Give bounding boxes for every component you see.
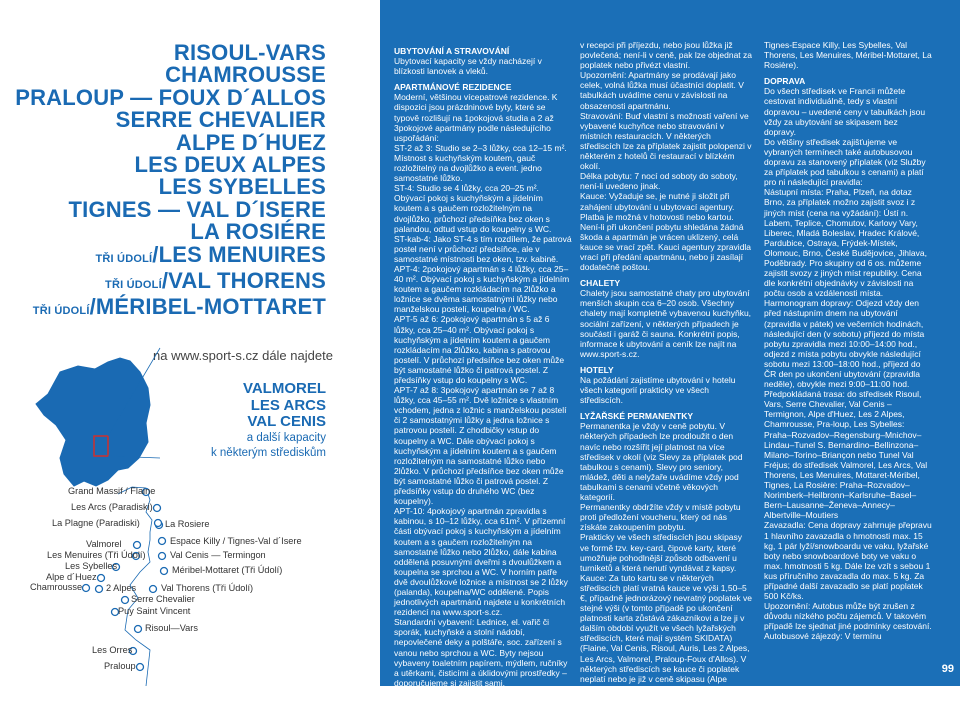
paragraph: Tignes-Espace Killy, Les Sybelles, Val Thorens, Les Menuires, Méribel-Mottaret, La Rosière). [764,40,932,71]
paragraph: Permanentka je vždy v ceně pobytu. V některých případech lze prodloužit o den navíc nebo rozšířit její platnost na více středisek v okolí (viz Slevy za příplatek pod tabulkou s cenami). Slevy pro seniory, mládež, děti a nelyžaře uvádíme vždy pod tabulkami s cenami včetně věkových kategorií. [580,421,743,503]
paragraph: Chalety jsou samostatné chaty pro ubytování menších skupin cca 6–20 osob. Všechny chalety mají kompletně vybavenou kuchyňku, sociální zařízení, v některých případech je součástí i garáž či sauna. Konkrétní popis, informace k ubytování a ceník lze najít na www.sport-s.cz. [580,288,752,359]
more-note-line: a další kapacity [246,432,326,444]
map-label: Serre Chevalier [131,594,195,604]
pin-risoul-vars [135,626,142,633]
pin-valmorel [134,542,141,549]
section-heading: CHALETY [580,278,621,289]
pin-alpe-dhuez [98,575,105,582]
more-note-line: k některým střediskům [210,446,326,459]
paragraph: APT-7 až 8: 3pokojový apartmán se 7 až 8 lůžky, cca 45–55 m². Dvě ložnice s vlastním vchodem, jedna z ložnic s manželskou postelí či 2 samostatnými lůžky a jedna ložnice s patrovou postelí. Z chodbičky vstup do koupelny a WC. Dále obývací pokoj s kuchyňským a jídelním koutem a s gaučem rozložitelným na samostatné lůžko nebo 2lůžko. V průchozí předsíňce bez oken může být samostatné lůžko či patrová postel. Z předsíňky vstup do druhého WC (bez koupelny). [394,385,567,507]
map-label: Espace Killy / Tignes-Val d´Isere [170,536,302,546]
paragraph: Ložní prádlo: Je-li v ceně, pak je buď k vyzvednutí [394,687,540,708]
more-resort-val-cenis: VAL CENIS [247,413,326,430]
section-heading: DOPRAVA [764,76,806,87]
paragraph: APT-5 až 6: 2pokojový apartmán s 5 až 6 lůžky, cca 25–40 m². Obývací pokoj s kuchyňským a jídelním koutem a gaučem rozkládacím na 2lůžko, kabina s patrovou postelí. V průchozí předsíňce bez oken může být samostatné lůžko či patrová postel. Z předsíňky vstup do koupelny s WC. [394,314,565,385]
paragraph: Autobusové zájezdy: V termínu [764,631,882,642]
resort-name: PRALOUP — FOUX D´ALLOS [15,84,326,110]
section-heading: APARTMÁNOVÉ REZIDENCE [394,82,512,93]
resort-name: RISOUL-VARS [173,40,326,65]
map-label: Chamrousse [30,582,83,592]
paragraph: Permanentky obdržíte vždy v místě pobytu proti předložení voucheru, který od nás získáte zakoupením pobytu. [580,502,741,533]
map-label: Val Cenis — Termingon [170,550,266,560]
map-label: 2 Alpes [106,583,137,593]
web-note: na www.sport-s.cz dále najdete [153,348,333,363]
paragraph: Délka pobytu: 7 nocí od soboty do soboty, není-li uvedeno jinak. [580,171,738,192]
map-label: Valmorel [86,539,122,549]
pin-praloup [137,664,144,671]
map-label: Praloup [104,661,136,671]
france-shape [36,358,150,486]
paragraph: Upozornění: Autobus může být zrušen z důvodu nízkého počtu zájemců. V takovém případě lze sjednat jiné podmínky cestování. [764,601,932,632]
paragraph: Standardní vybavení: Lednice, el. vařič či sporák, kuchyňské a stolní nádobí, nepovlečené deky a polštáře, soc. zařízení s vanou nebo sprchou a WC. Byty nejsou vybaveny toaletním papírem, mýdlem, ručníky a utěrkami, čisticími a úklidovými prostředky – doporučujeme si zajistit sami. [394,617,568,688]
paragraph: ST-kab-4: Jako ST-4 s tím rozdílem, že patrová postel není v průchozí předsíňce, ale v samostatné místnosti bez oken, tzv. kabině. [394,233,572,264]
info-column-1 [394,40,572,708]
map-label: Risoul—Vars [145,623,198,633]
pin-2-alpes [96,586,103,593]
map-label: La Plagne (Paradiski) [52,518,140,528]
resort-name: LA ROSIÉRE [190,219,326,245]
paragraph: Kauce: Vyžaduje se, je nutné ji složit při zahájení ubytování u ubytovací agentury. Platba je možná v hotovosti nebo kartou. Není-li při ukončení pobytu shledána žádná škoda a apartmán je vrácen uklizený, celá kauce se vrací zpět. Kauci agentury zpravidla vrací při předání apartmánu, nebo ji zasílají dodatečně poštou. [580,191,752,273]
page-number: 99 [941,663,954,675]
valley-prefix: TŘI ÚDOLÍ [105,279,162,292]
paragraph: Nástupní místa: Praha, Plzeň, na dotaz Brno, za příplatek možno zajistit svoz i z jiných míst (cena na vyžádání): Ústí n. Labem, Teplice, Chomutov, Karlovy Vary, Liberec, Mladá Boleslav, Hradec Králové, Pardubice, Ostrava, Frýdek-Místek, Olomouc, Brno, České Budějovice, Jihlava, Poděbrady. Pro skupiny od 6 os. můžeme zajistit svozy z jiných míst republiky. Cena dle konkrétní objednávky v závislosti na počtu osob a vzdálenosti místa. [764,187,927,299]
section-heading: UBYTOVÁNÍ A STRAVOVÁNÍ [394,46,510,56]
more-resort-les-arcs: LES ARCS [250,396,326,414]
resort-name: TIGNES — VAL D´ISERE [68,196,326,222]
paragraph: Upozornění: Apartmány se prodávají jako celek, volná lůžka musí účastníci doplatit. V tabulkách uvádíme cenu v závislosti na obsazenosti apartmánu. [580,70,744,111]
paragraph: Stravování: Buď vlastní s možností vaření ve vybavené kuchyňce nebo stravování v místních restauracích. V některých střediscích lze za příplatek zajistit polopenzi v některém z hotelů či restaurací v blízkém okolí. [580,110,752,172]
resort-name: CHAMROUSSE [165,62,326,88]
map-label: Méribel-Mottaret (Tři Údolí) [172,565,283,575]
paragraph: Do většiny středisek zajišťujeme ve vybraných termínech také autobusovou dopravu za stanovený příplatek (viz Služby za příplatek pod tabulkou s cenami) a platí pro ni následující pravidla: [764,136,926,188]
paragraph: Ubytovací kapacity se vždy nacházejí v blízkosti lanovek a vleků. [394,56,542,77]
map-label: Grand Massif / Flaine [68,486,156,496]
resort-name: /LES MENUIRES [152,241,326,267]
paragraph: Zavazadla: Cena dopravy zahrnuje přepravu 1 hlavního zavazadla o hmotnosti max. 15 kg, 1 pár lyží/snowboardu ve vaku, lyžařské boty nebo snowboardové boty ve vaku o max. hmotnosti 5 kg. Dále lze vzít s sebou 1 kus příručního zavazadla do max. 5 kg. Za případné další zavazadlo se platí poplatek 500 Kč/ks. [764,520,932,602]
resort-name: SERRE CHEVALIER [115,107,326,133]
paragraph: ST-2 až 3: Studio se 2–3 lůžky, cca 12–15 m². Místnost s kuchyňským koutem, gauč rozložitelný na dvojlůžko a event. jedno samostatné lůžko. [394,142,567,184]
paragraph: Kauce: Za tuto kartu se v některých střediscích platí vratná kauce ve výši 1,50–5 €, případně jednorázový nevratný poplatek ve stejné výši (v tomto případě po ukončení platnosti karta zůstává zákazníkovi a lze ji v dalším období využít ve všech lyžařských střediscích, které mají systém SKIDATA) (Flaine, Val Cenis, Risoul, Auris, Les 2 Alpes, Les Arcs, Valmorel, Praloup-Foux d'Allos). V některých střediscích se kauce či poplatek neplatí nebo je již v ceně skipasu (Alpe d'Huez, Chamrousse, [580,572,753,694]
paragraph: Na požádání zajistíme ubytování v hotelu všech kategorií prakticky ve všech střediscích. [580,375,736,406]
paragraph: Do všech středisek ve Francii můžete cestovat individuálně, tedy s vlastní dopravou – uvedené ceny v tabulkách jsou vždy za ubytování se skipasem bez dopravy. [764,86,926,137]
map-label: Alpe d´Huez [46,572,97,582]
paragraph: APT-4: 2pokojový apartmán s 4 lůžky, cca 25–40 m². Obývací pokoj s kuchyňským a jídelním koutem a gaučem rozkládacím na 2lůžko a ložnice se dvěma samostatnými lůžky nebo manželskou postelí, koupelna / WC. [394,263,570,315]
pin-serre-chevalier [122,597,129,604]
map-label: Les Menuires (Tři Údolí) [47,550,146,560]
resort-name: LES SYBELLES [158,174,326,200]
paragraph: Prakticky ve všech střediscích jsou skipasy ve formě tzv. key-card, čipové karty, které umožňuje pohodlnější způsob odbavení u turniketů a která nenutí vyndávat z kapsy. [580,532,743,573]
map-label: Les Sybelles [65,561,118,571]
map-label: Val Thorens (Tři Údolí) [161,583,254,593]
info-column-2 [580,40,752,694]
map-label: La Rosiere [165,519,210,529]
pin-val-thorens [150,586,157,593]
resort-name: /MÉRIBEL-MOTTARET [89,294,326,320]
map-label: Les Arcs (Paradiski) [71,502,153,512]
map-label: Les Orres [92,645,133,655]
resort-name: /VAL THORENS [161,268,326,294]
left-panel [0,0,380,686]
pin-la-rosiere [155,520,162,527]
info-panel [380,0,960,708]
pin-meribel [161,568,168,575]
resort-name: ALPE D´HUEZ [175,129,326,155]
paragraph: Předpokládaná trasa: do středisek Risoul, Vars, Serre Chevalier, Val Cenis – Termignon, Alpe d'Huez, Les 2 Alpes, Chamrousse, Pra-loup, Les Sybelles: Praha–Rozvadov–Regensburg–Mnichov–Lindau–Tunel S. Bernardino–Bellinzona–Milano–Torino–Briançon nebo Tunel Val Fréjus; do středisek Valmorel, Les Arcs, Val Thorens, Les Menuires, Mottaret-Méribel, Tignes, La Rosière: Praha–Rozvadov–Norimberk–Heilbronn–Karlsruhe–Basel–Bern–Lausanne–Ženeva–Annecy–Albertville–Moutiers [764,389,928,521]
paragraph: v recepci při příjezdu, nebo jsou lůžka již povlečená; není-li v ceně, pak lze objednat za poplatek nebo přivézt vlastní. [580,40,753,71]
pin-val-cenis [159,553,166,560]
section-heading: LYŽAŘSKÉ PERMANENTKY [580,411,694,422]
paragraph: Moderní, většinou vícepatrové rezidence. K dispozici jsou prázdninové byty, které se typově rozlišují na 1pokojová studia a 2 až 3pokojové apartmány podle následujícího uspořádání: [394,92,558,143]
paragraph: ST-4: Studio se 4 lůžky, cca 20–25 m². Obývací pokoj s kuchyňským a jídelním koutem a s gaučem rozložitelným na dvojlůžko, průchozí předsíňka bez oken s palandou, odtud vstup do koupelny s WC. [394,183,552,234]
resort-name: LES DEUX ALPES [134,152,326,178]
map-label: Puy Saint Vincent [118,606,191,616]
section-heading: HOTELY [580,364,614,375]
paragraph: APT-10: 4pokojový apartmán zpravidla s kabinou, s 10–12 lůžky, cca 61m². V přízemní části obývací pokoj s kuchyňským a jídelním koutem a s gaučem rozložitelným na samostatné lůžko nebo 2lůžko, dále kabina oddělená posuvnými dveřmi s dvoulůžkem a koupelna se sprchou a WC. V horním patře dvě dvoulůžkové ložnice a místnost se 2 lůžky (palanda), koupelna/WC oddělené. Popis jednotlivých apartmánů najdete u konkrétních rezidencí na www.sport-s.cz. [394,506,568,618]
pin-espace-killy [159,538,166,545]
pin-chamrousse [83,585,90,592]
paragraph: Harmonogram dopravy: Odjezd vždy den před nástupním dnem na ubytování (zpravidla v pátek) ve večerních hodinách, následující den (v sobotu) příjezd do místa pobytu zpravidla mezi 10:00–14:00 hod., odjezd z místa pobytu obvykle následující sobotu mezi 13:00–18:00 hod., příjezd do ČR den po ukončení ubytování (zpravidla neděle), obvykle mezi 9:00–11:00 hod. [764,298,925,390]
valley-prefix: TŘI ÚDOLÍ [95,252,153,265]
more-resort-valmorel: VALMOREL [242,380,326,397]
valley-prefix: TŘI ÚDOLÍ [32,305,90,318]
pin-les-arcs [154,505,161,512]
info-column-3 [764,40,932,642]
